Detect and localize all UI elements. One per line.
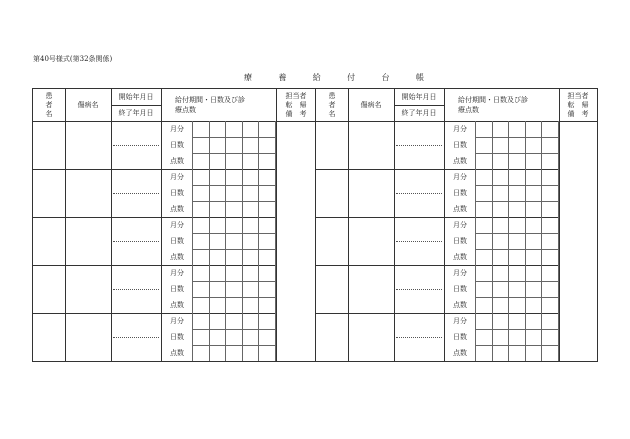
cell-row-divider (192, 249, 275, 250)
record-divider (316, 169, 559, 170)
cell-col-divider (192, 121, 193, 361)
start-date-header: 開始年月日 (401, 93, 437, 101)
date-dotted-divider (396, 193, 442, 194)
column-divider (559, 89, 560, 361)
disease-name-header: 傷病名 (77, 101, 99, 109)
cell-row-divider (192, 137, 275, 138)
notes-header-line: 転 帰 (285, 101, 307, 109)
row-label: 日数 (170, 141, 184, 149)
cell-col-divider (242, 121, 243, 361)
cell-row-divider (475, 329, 558, 330)
row-label: 日数 (453, 141, 467, 149)
notes-header (559, 92, 597, 119)
date-dotted-divider (113, 289, 159, 290)
title-char: 帳 (415, 73, 424, 82)
column-divider (348, 89, 349, 361)
start-date-header: 開始年月日 (118, 93, 154, 101)
date-dotted-divider (113, 145, 159, 146)
row-label: 月分 (453, 221, 467, 229)
row-label: 点数 (453, 253, 467, 261)
cell-row-divider (475, 153, 558, 154)
end-date-header: 終了年月日 (401, 109, 437, 117)
notes-header-line: 転 帰 (567, 101, 589, 109)
period-header-cont: 療点数 (458, 106, 479, 114)
cell-row-divider (475, 137, 558, 138)
title-char: 養 (278, 73, 287, 82)
record-divider (316, 217, 559, 218)
date-dotted-divider (396, 145, 442, 146)
record-divider (316, 265, 559, 266)
cell-row-divider (475, 249, 558, 250)
form-number: 第40号様式(第32条関係) (33, 55, 113, 63)
notes-header-line: 担当者 (567, 92, 589, 100)
patient-header-char: 患 (328, 92, 336, 100)
column-divider (394, 89, 395, 361)
title-char: 療 (244, 73, 252, 82)
row-label: 月分 (453, 125, 467, 133)
cell-col-divider (508, 121, 509, 361)
end-date-header: 終了年月日 (118, 109, 154, 117)
cell-row-divider (192, 345, 275, 346)
record-divider (33, 169, 276, 170)
row-label: 月分 (453, 173, 467, 181)
row-label: 日数 (170, 237, 184, 245)
patient-name-header (33, 92, 65, 119)
row-label: 月分 (170, 125, 184, 133)
patient-header-char: 名 (45, 110, 53, 118)
cell-col-divider (258, 121, 259, 361)
period-header: 給付期間・日数及び診 (458, 96, 528, 104)
column-divider (161, 89, 162, 361)
ledger-half-left (33, 89, 316, 361)
notes-header-line: 備 考 (285, 110, 307, 118)
cell-col-divider (558, 121, 559, 361)
cell-row-divider (475, 185, 558, 186)
cell-col-divider (209, 121, 210, 361)
document-title (244, 72, 424, 83)
cell-row-divider (192, 329, 275, 330)
row-label: 月分 (453, 317, 467, 325)
row-label: 日数 (170, 285, 184, 293)
cell-row-divider (192, 281, 275, 282)
patient-header-char: 患 (45, 92, 53, 100)
row-label: 点数 (170, 301, 184, 309)
row-label: 点数 (453, 301, 467, 309)
title-char: 台 (381, 73, 390, 82)
column-divider (65, 89, 66, 361)
record-divider (33, 217, 276, 218)
ledger-table (32, 88, 598, 362)
cell-row-divider (192, 233, 275, 234)
ledger-half-right (316, 89, 597, 361)
cell-row-divider (192, 153, 275, 154)
row-label: 月分 (170, 173, 184, 181)
cell-row-divider (192, 201, 275, 202)
cell-row-divider (475, 345, 558, 346)
patient-name-header (316, 92, 348, 119)
cell-col-divider (541, 121, 542, 361)
row-label: 月分 (170, 221, 184, 229)
cell-row-divider (192, 297, 275, 298)
cell-row-divider (475, 233, 558, 234)
period-header: 給付期間・日数及び診 (175, 96, 245, 104)
notes-header-line: 備 考 (567, 110, 589, 118)
row-label: 日数 (170, 189, 184, 197)
patient-header-char: 名 (328, 110, 336, 118)
cell-row-divider (475, 297, 558, 298)
row-label: 点数 (170, 349, 184, 357)
cell-col-divider (475, 121, 476, 361)
notes-header (276, 92, 316, 119)
title-char: 付 (347, 73, 356, 82)
date-header-divider (394, 105, 444, 106)
cell-col-divider (275, 121, 276, 361)
row-label: 日数 (453, 333, 467, 341)
date-dotted-divider (396, 337, 442, 338)
cell-col-divider (492, 121, 493, 361)
record-divider (33, 313, 276, 314)
row-label: 月分 (170, 317, 184, 325)
date-dotted-divider (113, 337, 159, 338)
row-label: 点数 (170, 157, 184, 165)
date-dotted-divider (113, 241, 159, 242)
column-divider (111, 89, 112, 361)
patient-header-char: 者 (45, 101, 53, 109)
date-dotted-divider (396, 241, 442, 242)
row-label: 点数 (453, 157, 467, 165)
cell-row-divider (475, 201, 558, 202)
cell-col-divider (525, 121, 526, 361)
record-divider (316, 313, 559, 314)
record-divider (33, 265, 276, 266)
column-divider (276, 89, 277, 361)
notes-header-line: 担当者 (285, 92, 307, 100)
row-label: 日数 (453, 237, 467, 245)
date-header-divider (111, 105, 161, 106)
row-label: 日数 (453, 285, 467, 293)
row-label: 月分 (453, 269, 467, 277)
row-label: 点数 (170, 205, 184, 213)
column-divider (444, 89, 445, 361)
cell-row-divider (475, 281, 558, 282)
period-header-cont: 療点数 (175, 106, 196, 114)
date-dotted-divider (396, 289, 442, 290)
title-char: 給 (312, 73, 321, 82)
cell-col-divider (225, 121, 226, 361)
header-divider (316, 121, 597, 122)
row-label: 点数 (453, 205, 467, 213)
patient-header-char: 者 (328, 101, 336, 109)
cell-row-divider (192, 185, 275, 186)
date-dotted-divider (113, 193, 159, 194)
row-label: 月分 (170, 269, 184, 277)
row-label: 日数 (170, 333, 184, 341)
row-label: 日数 (453, 189, 467, 197)
disease-name-header: 傷病名 (360, 101, 382, 109)
row-label: 点数 (453, 349, 467, 357)
row-label: 点数 (170, 253, 184, 261)
